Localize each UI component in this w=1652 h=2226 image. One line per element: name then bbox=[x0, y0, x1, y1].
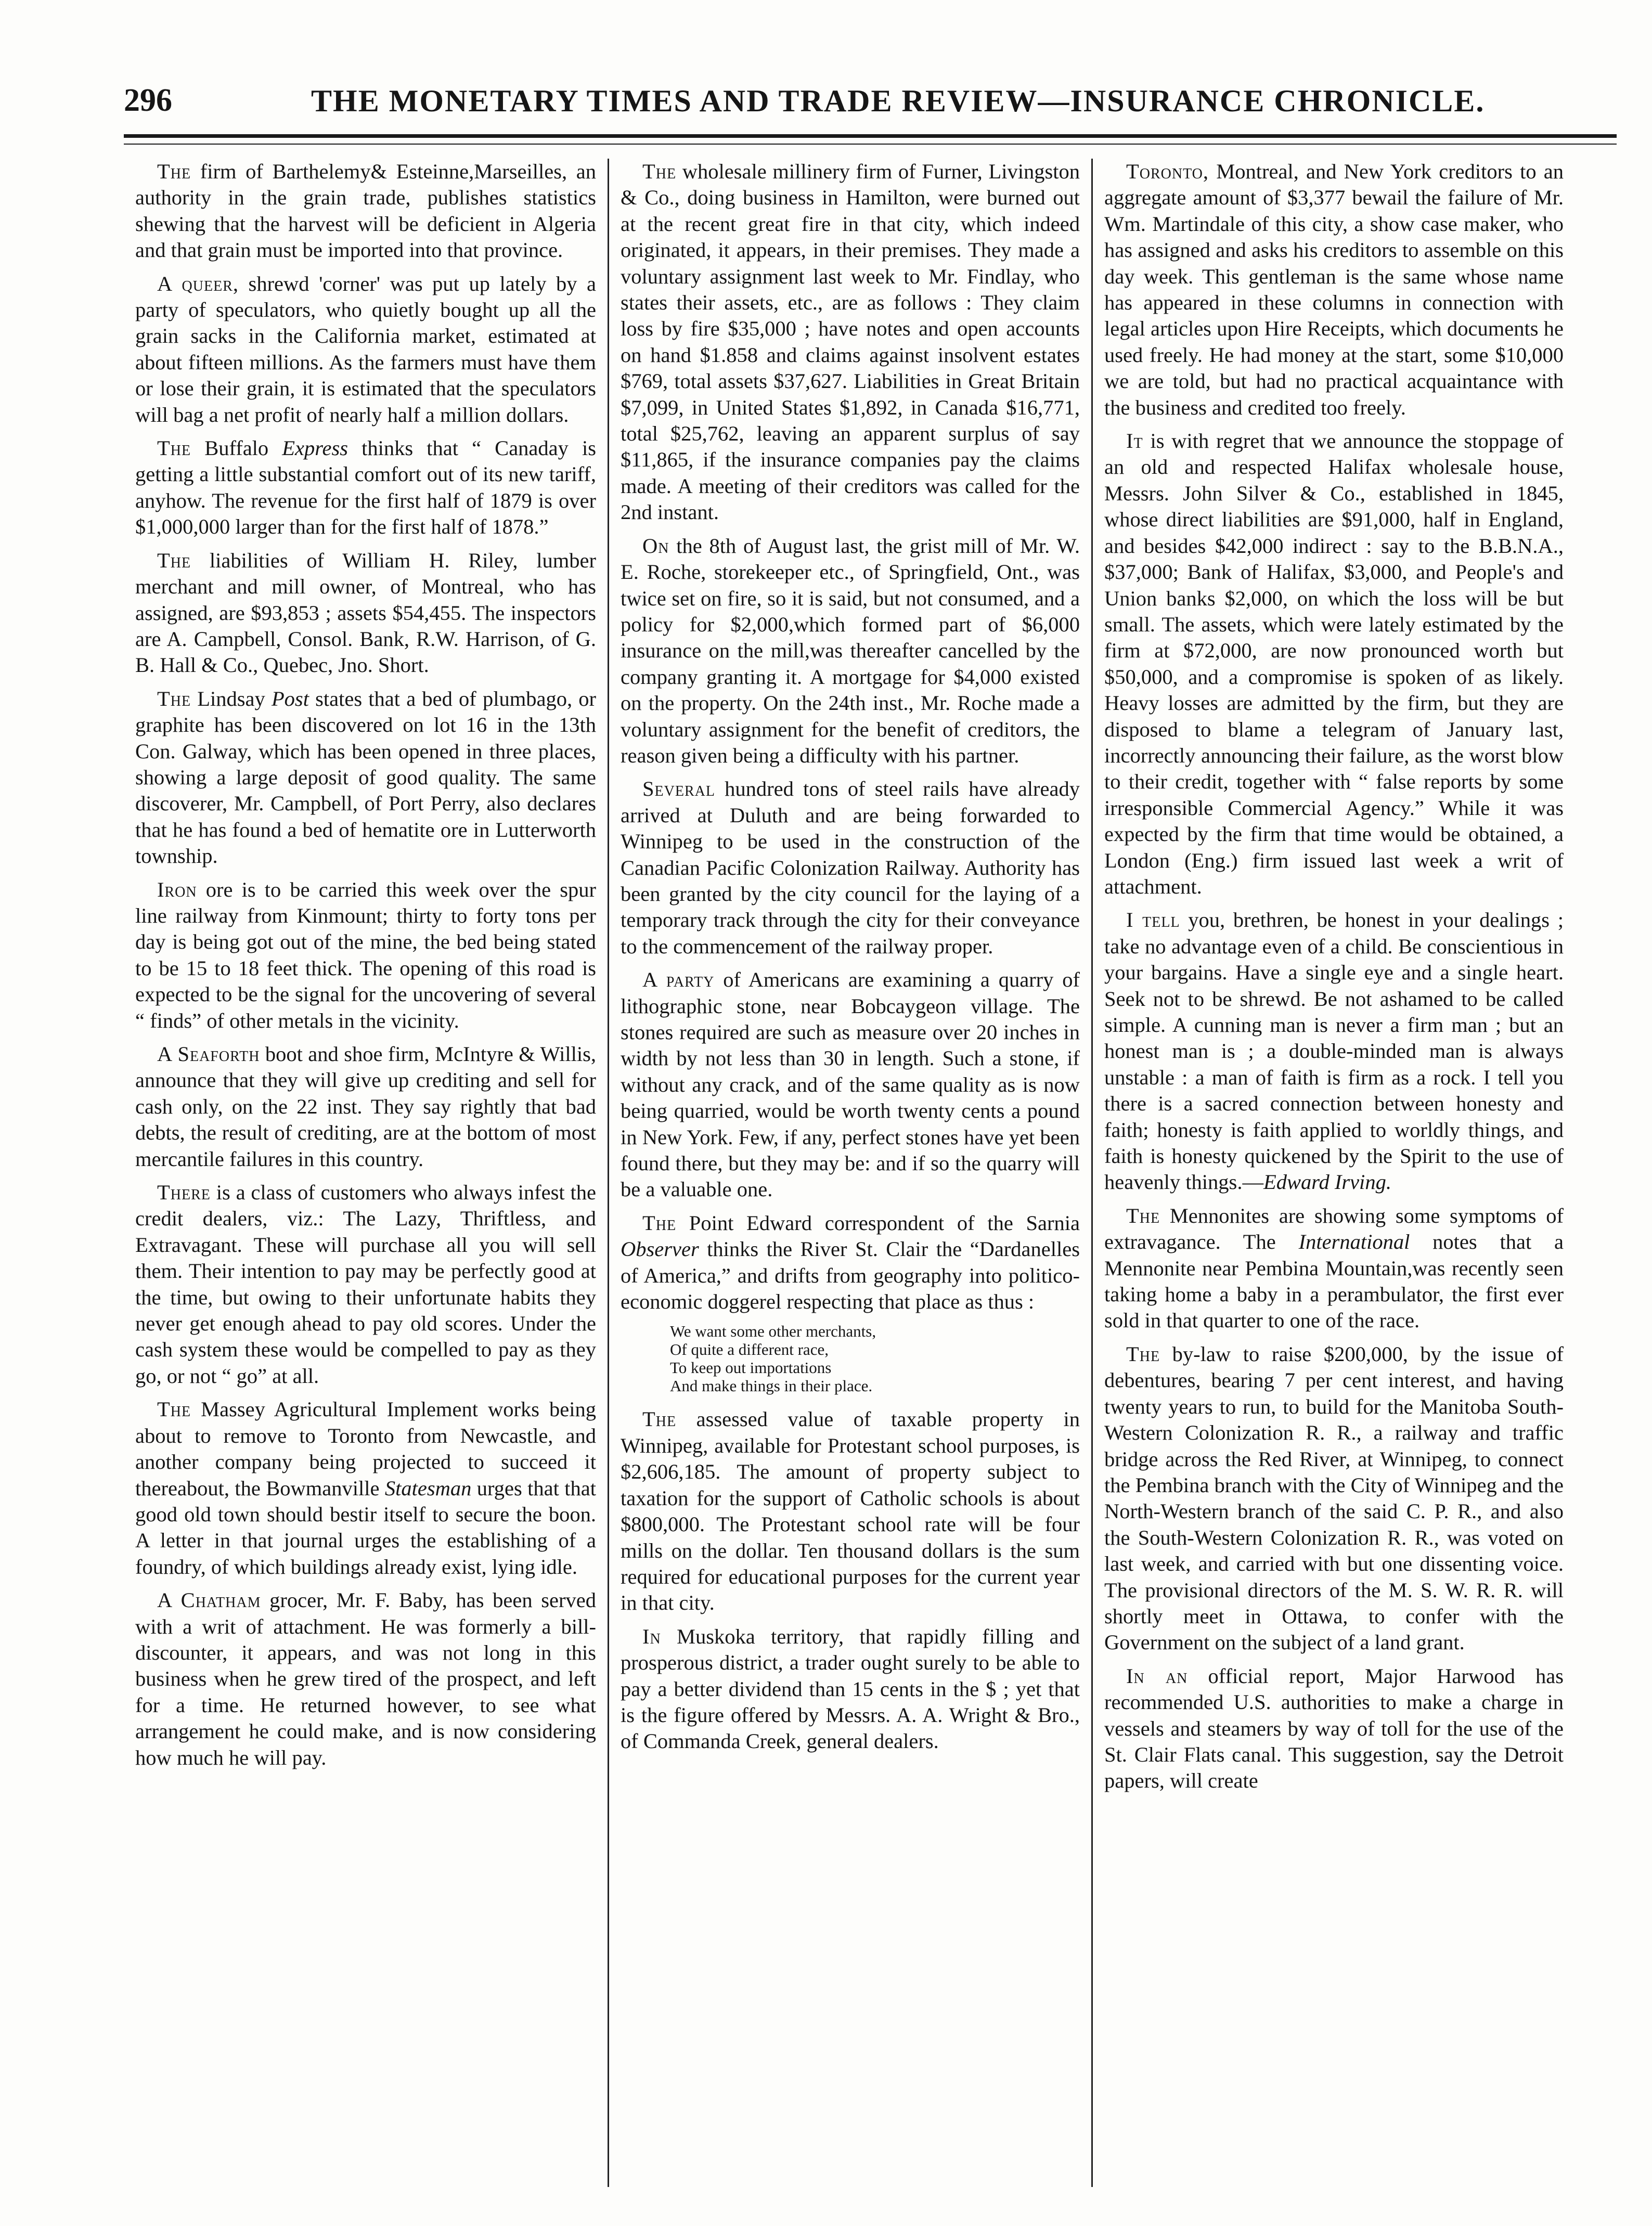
verse-line: To keep out importations bbox=[670, 1358, 832, 1377]
paragraph-lead: On bbox=[642, 534, 669, 558]
paragraph-text: grocer, Mr. F. Baby, has been served with a writ of attachment. He was formerly a bill-discounter, it appears, and was not long in this business when he grew tired of the prospect, and left for a time. He returned however, to see what arrangement he could make, and is now considering how much he will pay. bbox=[135, 1588, 596, 1769]
paragraph-text: Buffalo bbox=[191, 436, 282, 460]
article-paragraph bbox=[1104, 1341, 1564, 1656]
verse-line: We want some other merchants, bbox=[670, 1322, 876, 1341]
article-paragraph bbox=[621, 967, 1080, 1203]
paragraph-lead: The bbox=[1126, 1342, 1160, 1366]
column-1 bbox=[124, 159, 608, 2187]
paragraph-lead: Several bbox=[642, 777, 715, 801]
article-paragraph bbox=[1104, 1203, 1564, 1334]
paragraph-text: is with regret that we announce the stoppage of an old and respected Halifax wholesale house, Messrs. John Silver & Co., established in 1845, whose direct liabilities are $91,000, half in England, and besides $42,000 indirect : say to the B.B.N.A., $37,000; Bank of Halifax, $3,000, and People's and Union banks $2,000, on which the loss will be but small. The assets, which were lately estimated by the firm at $72,000, are now pronounced worth but $50,000, and a compromise is spoken of as likely. Heavy losses are admitted by the firm, but they are disposed to blame a telegram of January last, incorrectly announcing their failure, as the worst blow to their credit, together with “ false reports by some irresponsible Commercial Agency.” While it was expected by the firm that time would be obtained, a London (Eng.) firm issued last week a writ of attachment. bbox=[1104, 429, 1564, 898]
paragraph-text: Point Edward correspondent of the Sarnia bbox=[676, 1211, 1080, 1235]
article-paragraph bbox=[135, 271, 596, 428]
paragraph-lead: Iron bbox=[157, 877, 197, 901]
article-paragraph bbox=[621, 776, 1080, 960]
paragraph-lead: The bbox=[642, 1211, 677, 1235]
paragraph-text: thinks that “ Canaday is getting a little substantial comfort out of its new tariff, anyhow. The revenue for the first half of 1879 is over $1,000,000 larger than for the first half of 1878.” bbox=[135, 436, 596, 539]
paragraph-lead: The bbox=[1126, 1203, 1160, 1227]
verse-line: And make things in their place. bbox=[670, 1377, 873, 1395]
paragraph-text: Lindsay bbox=[191, 687, 272, 710]
paragraph-lead: In an bbox=[1126, 1664, 1188, 1688]
paragraph-text: liabilities of William H. Riley, lumber merchant and mill owner, of Montreal, who has assigned, are $93,853 ; assets $54,455. The inspectors are A. Campbell, Consol. Bank, R.W. Harrison, of G. B. Hall & Co., Quebec, Jno. Short. bbox=[135, 548, 596, 677]
paragraph-lead: In bbox=[642, 1624, 661, 1648]
article-paragraph bbox=[1104, 1663, 1564, 1794]
article-paragraph bbox=[135, 548, 596, 679]
publication-name: International bbox=[1298, 1230, 1410, 1254]
article-paragraph bbox=[1104, 428, 1564, 900]
article-paragraph bbox=[1104, 159, 1564, 421]
paragraph-text: Muskoka territory, that rapidly filling and prosperous district, a trader ought surely to be able to pay a better dividend than 15 cents in the $ ; yet that is the figure offered by Messrs. A. A. Wright & Bro., of Commanda Creek, general dealers. bbox=[621, 1624, 1080, 1753]
article-paragraph bbox=[621, 1210, 1080, 1315]
running-head-title: THE MONETARY TIMES AND TRADE REVIEW—INSURANCE CHRONICLE. bbox=[311, 84, 1485, 118]
article-paragraph bbox=[135, 1587, 596, 1771]
publication-name: Statesman bbox=[384, 1476, 472, 1500]
paragraph-lead: A queer, bbox=[157, 271, 239, 295]
column-2 bbox=[608, 159, 1091, 2187]
paragraph-text: Montreal, and New York creditors to an aggregate amount of $3,377 bewail the failure of Mr. Wm. Martindale of this city, a show case maker, who has assigned and asks his creditors to assemble on this day week. This gentleman is the same whose name has appeared in these columns in connection with legal articles upon Hire Receipts, which documents he used freely. He had money at the start, some $10,000 we are told, but had no practical acquaintance with the business and credited too freely. bbox=[1104, 160, 1564, 419]
paragraph-lead: A Seaforth bbox=[157, 1042, 260, 1066]
paragraph-text: wholesale millinery firm of Furner, Livingston & Co., doing business in Hamilton, were burned out at the recent great fire in that city, which indeed originated, it appears, in their premises. They made a voluntary assignment last week to Mr. Findlay, who states their assets, etc., are as follows : They claim loss by fire $35,000 ; have notes and open accounts on hand $1.858 and claims against insolvent estates $769, total assets $37,627. Liabilities in Great Britain $7,099, in United States $1,892, in Canada $16,771, total $25,762, leaving an apparent surplus of say $11,865, if the insurance companies pay the claims made. A meeting of their creditors was called for the 2nd instant. bbox=[621, 160, 1080, 524]
article-paragraph bbox=[1104, 907, 1564, 1195]
paragraph-text: Mennonites are showing some symptoms of extravagance. The bbox=[1104, 1203, 1564, 1254]
paragraph-text: ore is to be carried this week over the spur line railway from Kinmount; thirty to forty tons per day is being got out of the mine, the bed being stated to be 15 to 18 feet thick. The opening of this road is expected to be the signal for the uncovering of several “ finds” of other metals in the vicinity. bbox=[135, 877, 596, 1032]
page-number: 296 bbox=[124, 83, 172, 118]
paragraph-text: is a class of customers who always infest the credit dealers, viz.: The Lazy, Thriftless, and Extravagant. These will purchase all you will sell them. Their intention to pay may be perfectly good at the time, but owing to their unfortunate habits they never get enough ahead to pay old scores. Under the cash system these would be compelled to pay as they go, or not “ go” at all. bbox=[135, 1181, 596, 1388]
paragraph-text: assessed value of taxable property in Winnipeg, available for Protestant school purposes, is $2,606,185. The amount of property subject to taxation for the support of Catholic schools is about $800,000. The Protestant school rate will be four mills on the dollar. Ten thousand dollars is the sum required for educational purposes for the current year in that city. bbox=[621, 1407, 1080, 1615]
publication-name: Express bbox=[282, 436, 349, 460]
paragraph-text: urges that that good old town should bestir itself to secure the boon. A letter in that journal urges the establishing of a foundry, of which buildings already exist, lying idle. bbox=[135, 1476, 597, 1578]
article-paragraph bbox=[135, 877, 596, 1034]
paragraph-text: states that a bed of plumbago, or graphite has been discovered on lot 16 in the 13th Con. Galway, which has been opened in three places, showing a large deposit of good quality. The same discoverer, Mr. Campbell, of Port Perry, also declares that he has found a bed of hematite ore in Lutterworth township. bbox=[135, 687, 596, 868]
article-paragraph bbox=[135, 1396, 596, 1580]
quote-attribution: Edward Irving. bbox=[1263, 1170, 1391, 1194]
paragraph-lead: The bbox=[642, 160, 677, 183]
article-paragraph bbox=[621, 159, 1080, 526]
header-rule-thick bbox=[124, 134, 1617, 138]
paragraph-lead: The bbox=[157, 1397, 191, 1421]
paragraph-text: Massey Agricultural Implement works being about to remove to Toronto from Newcastle, and another company being projected to succeed it thereabout, the Bowmanville bbox=[135, 1397, 596, 1500]
article-paragraph bbox=[135, 686, 596, 870]
article-columns bbox=[124, 159, 1617, 2187]
paragraph-lead: The bbox=[157, 436, 191, 460]
paragraph-text: notes that a Mennonite near Pembina Mountain,was recently seen taking home a baby in a perambulator, the first ever sold in that quarter to one of the race. bbox=[1104, 1230, 1564, 1332]
paragraph-text: boot and shoe firm, McIntyre & Willis, announce that they will give up crediting and sell for cash only, on the 22 inst. They say rightly that bad debts, the result of crediting, are at the bottom of most mercantile failures in this country. bbox=[135, 1042, 596, 1171]
paragraph-lead: A party bbox=[642, 968, 715, 992]
article-paragraph bbox=[621, 1406, 1080, 1616]
paragraph-text: shrewd 'corner' was put up lately by a party of speculators, who quietly bought up all the grain sacks in the California market, estimated at about fifteen millions. As the farmers must have them or lose their grain, it is estimated that the speculators will bag a net profit of nearly half a million dollars. bbox=[135, 271, 596, 426]
paragraph-text: you, brethren, be honest in your dealings ; take no advantage even of a child. Be conscientious in your bargains. Have a single eye and a single heart. Seek not to be shrewd. Be not ashamed to be called simple. A cunning man is never a firm man ; but an honest man is ; a double-minded man is always unstable : a man of faith is firm as a rock. I tell you there is a sacred connection between honesty and faith; honesty is faith applied to worldly things, and faith is honesty quickened by the Spirit to the use of heavenly things.— bbox=[1104, 908, 1564, 1194]
paragraph-lead: The bbox=[157, 687, 191, 710]
paragraph-lead: The bbox=[157, 160, 191, 183]
article-paragraph bbox=[135, 1180, 596, 1389]
paragraph-text: thinks the River St. Clair the “Dardanelles of America,” and drifts from geography into politico-economic doggerel respecting that place as thus : bbox=[621, 1237, 1080, 1314]
paragraph-text: official report, Major Harwood has recommended U.S. authorities to make a charge in vessels and steamers by way of toll for the use of the St. Clair Flats canal. This suggestion, say the Detroit papers, will create bbox=[1104, 1664, 1564, 1793]
paragraph-lead: The bbox=[642, 1407, 677, 1431]
article-paragraph bbox=[135, 435, 596, 540]
article-paragraph bbox=[621, 533, 1080, 769]
header-rule-thin bbox=[124, 144, 1617, 145]
paragraph-lead: It bbox=[1126, 429, 1143, 453]
paragraph-text: by-law to raise $200,000, by the issue of debentures, bearing 7 per cent interest, and having twenty years to run, to build for the Manitoba South-Western Colonization R. R., a railway and traffic bridge across the Red River, at Winnipeg, to connect the Pembina branch with the City of Winnipeg and the North-Western branch of the said C. P. R., and also the South-Western Colonization R. R., was voted on last week, and carried with but one dissenting voice. The provisional directors of the M. S. W. R. R. will shortly meet in Ottawa, to confer with the Government on the subject of a land grant. bbox=[1104, 1342, 1564, 1654]
article-paragraph bbox=[621, 1624, 1080, 1755]
page-header bbox=[124, 68, 1617, 130]
publication-name: Post bbox=[271, 687, 309, 710]
paragraph-lead: Toronto, bbox=[1126, 160, 1209, 183]
paragraph-text: hundred tons of steel rails have already arrived at Duluth and are being forwarded to Winnipeg to be used in the construction of the Canadian Pacific Colonization Railway. Authority has been granted by the city council for the laying of a temporary track through the city for their conveyance to the commencement of the railway proper. bbox=[621, 777, 1080, 958]
paragraph-lead: The bbox=[157, 548, 191, 572]
publication-name: Observer bbox=[621, 1237, 699, 1261]
verse-line: Of quite a different race, bbox=[670, 1340, 829, 1359]
column-3 bbox=[1091, 159, 1575, 2187]
article-paragraph bbox=[135, 1041, 596, 1172]
paragraph-lead: There bbox=[157, 1181, 211, 1205]
paragraph-text: the 8th of August last, the grist mill of Mr. W. E. Roche, storekeeper etc., of Springfield, Ont., was twice set on fire, so it is said, but not consumed, and a policy for $2,000,which formed part of $6,000 insurance on the mill,was thereafter cancelled by the company granting it. A mortgage for $4,000 existed on the property. On the 24th inst., Mr. Roche made a voluntary assignment for the benefit of creditors, the reason given being a difficulty with his partner. bbox=[621, 534, 1080, 767]
paragraph-text: of Americans are examining a quarry of lithographic stone, near Bobcaygeon village. The stones required are such as measure over 20 inches in width by not less than 30 in length. Such a stone, if without any crack, and of the same quality as is now being quarried, would be worth twenty cents a pound in New York. Few, if any, perfect stones have yet been found there, but they may be: and if so the quarry will be a valuable one. bbox=[621, 968, 1080, 1201]
paragraph-lead: A Chatham bbox=[157, 1588, 261, 1612]
paragraph-lead: I tell bbox=[1126, 908, 1180, 932]
newspaper-page bbox=[124, 68, 1617, 2200]
article-paragraph bbox=[135, 159, 596, 264]
paragraph-text: firm of Barthelemy& Esteinne,Marseilles, an authority in the grain trade, publishes statistics shewing that the harvest will be deficient in Algeria and that grain must be imported into that province. bbox=[135, 160, 596, 262]
doggerel-verse bbox=[670, 1322, 1080, 1395]
